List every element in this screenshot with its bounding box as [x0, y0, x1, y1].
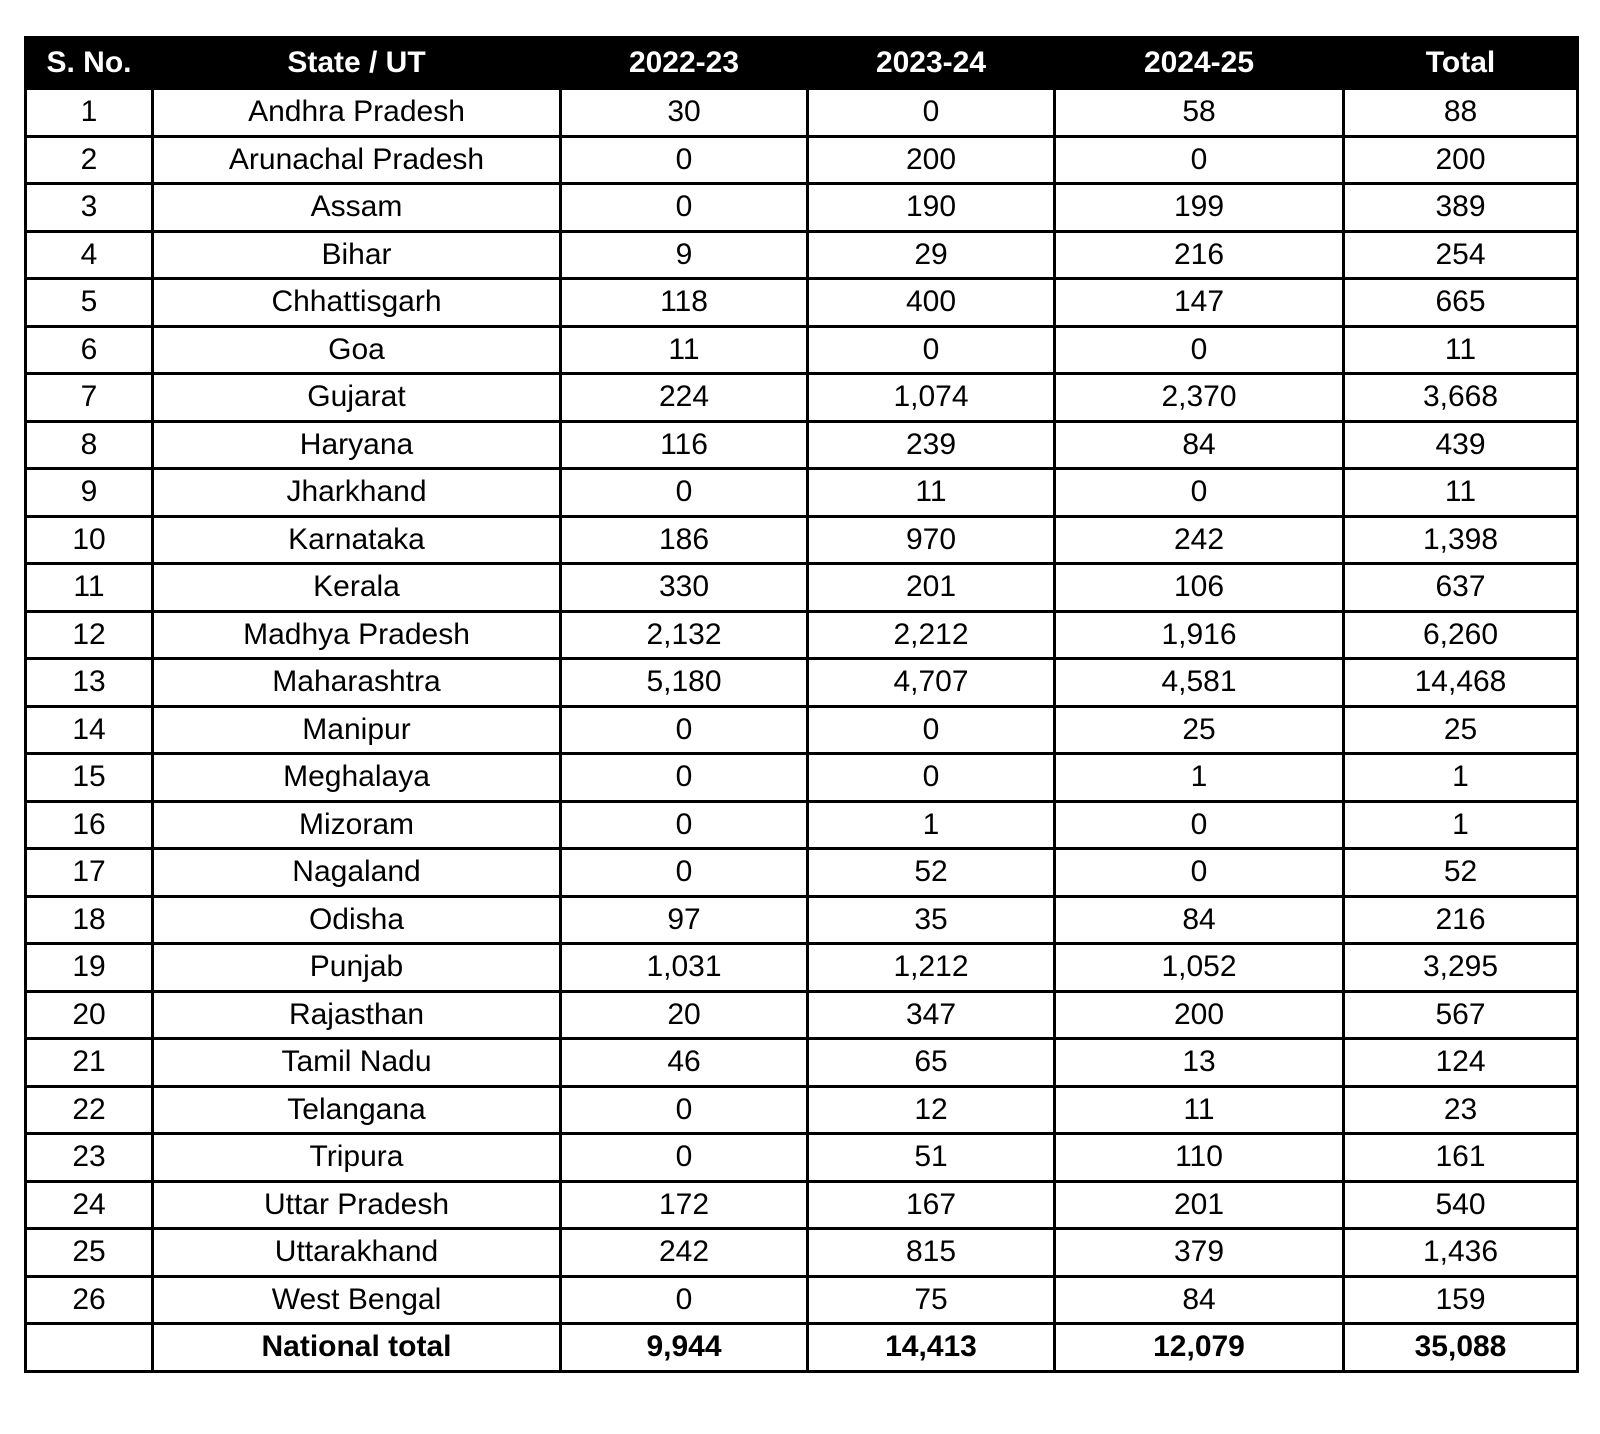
row-2022-23: 0 — [561, 849, 808, 897]
row-2023-24: 1,212 — [808, 944, 1055, 992]
table-row — [26, 801, 1578, 849]
header-total: Total — [1344, 38, 1578, 89]
row-2023-24: 11 — [808, 469, 1055, 517]
row-total: 540 — [1344, 1181, 1578, 1229]
table-row — [26, 944, 1578, 992]
table-row — [26, 516, 1578, 564]
row-total: 3,668 — [1344, 374, 1578, 422]
row-2023-24: 200 — [808, 136, 1055, 184]
row-2022-23: 118 — [561, 279, 808, 327]
row-serial: 15 — [26, 754, 153, 802]
header-row — [26, 38, 1578, 89]
row-2023-24: 400 — [808, 279, 1055, 327]
row-serial: 7 — [26, 374, 153, 422]
row-serial: 16 — [26, 801, 153, 849]
row-2023-24: 815 — [808, 1229, 1055, 1277]
row-total: 11 — [1344, 326, 1578, 374]
header-2023-24: 2023-24 — [808, 38, 1055, 89]
header-2024-25: 2024-25 — [1055, 38, 1344, 89]
row-2023-24: 12 — [808, 1086, 1055, 1134]
table-row — [26, 89, 1578, 137]
row-total: 389 — [1344, 184, 1578, 232]
row-2023-24: 0 — [808, 754, 1055, 802]
row-2022-23: 0 — [561, 136, 808, 184]
row-2024-25: 25 — [1055, 706, 1344, 754]
table-row — [26, 421, 1578, 469]
row-state: Tripura — [153, 1134, 561, 1182]
row-total: 25 — [1344, 706, 1578, 754]
row-2023-24: 201 — [808, 564, 1055, 612]
row-2023-24: 65 — [808, 1039, 1055, 1087]
table-row — [26, 1039, 1578, 1087]
row-total: 23 — [1344, 1086, 1578, 1134]
row-total: 14,468 — [1344, 659, 1578, 707]
row-state: Jharkhand — [153, 469, 561, 517]
row-serial — [26, 1324, 153, 1372]
row-2022-23: 0 — [561, 706, 808, 754]
row-state: Arunachal Pradesh — [153, 136, 561, 184]
row-2024-25: 379 — [1055, 1229, 1344, 1277]
table-row — [26, 659, 1578, 707]
row-2024-25: 201 — [1055, 1181, 1344, 1229]
row-state: Maharashtra — [153, 659, 561, 707]
row-2023-24: 0 — [808, 89, 1055, 137]
table-row — [26, 1229, 1578, 1277]
row-serial: 6 — [26, 326, 153, 374]
table-row — [26, 754, 1578, 802]
table-row — [26, 564, 1578, 612]
row-serial: 4 — [26, 231, 153, 279]
row-2024-25: 106 — [1055, 564, 1344, 612]
row-2023-24: 190 — [808, 184, 1055, 232]
row-serial: 17 — [26, 849, 153, 897]
row-2024-25: 200 — [1055, 991, 1344, 1039]
row-state: Telangana — [153, 1086, 561, 1134]
row-state: Madhya Pradesh — [153, 611, 561, 659]
row-2022-23: 1,031 — [561, 944, 808, 992]
table-header — [26, 38, 1578, 89]
row-state: Bihar — [153, 231, 561, 279]
row-state: Tamil Nadu — [153, 1039, 561, 1087]
row-2022-23: 0 — [561, 469, 808, 517]
row-serial: 3 — [26, 184, 153, 232]
row-2023-24: 0 — [808, 326, 1055, 374]
row-2022-23: 242 — [561, 1229, 808, 1277]
row-serial: 18 — [26, 896, 153, 944]
table-row — [26, 279, 1578, 327]
row-serial: 26 — [26, 1276, 153, 1324]
row-2022-23: 0 — [561, 1086, 808, 1134]
row-serial: 23 — [26, 1134, 153, 1182]
row-2023-24: 1 — [808, 801, 1055, 849]
row-state: Uttar Pradesh — [153, 1181, 561, 1229]
row-2022-23: 11 — [561, 326, 808, 374]
row-2023-24: 347 — [808, 991, 1055, 1039]
table-row — [26, 374, 1578, 422]
row-2023-24: 4,707 — [808, 659, 1055, 707]
row-2023-24: 970 — [808, 516, 1055, 564]
row-serial: 21 — [26, 1039, 153, 1087]
row-state: Gujarat — [153, 374, 561, 422]
row-2022-23: 9 — [561, 231, 808, 279]
state-ut-yearly-table — [24, 36, 1579, 1373]
row-2024-25: 199 — [1055, 184, 1344, 232]
row-2023-24: 52 — [808, 849, 1055, 897]
row-state: Chhattisgarh — [153, 279, 561, 327]
row-total: 11 — [1344, 469, 1578, 517]
row-state: Manipur — [153, 706, 561, 754]
row-total: 1,398 — [1344, 516, 1578, 564]
row-state: Rajasthan — [153, 991, 561, 1039]
header-sno: S. No. — [26, 38, 153, 89]
row-2022-23: 0 — [561, 801, 808, 849]
row-2023-24: 14,413 — [808, 1324, 1055, 1372]
row-serial: 24 — [26, 1181, 153, 1229]
row-2022-23: 0 — [561, 184, 808, 232]
row-2024-25: 84 — [1055, 896, 1344, 944]
header-state: State / UT — [153, 38, 561, 89]
row-total: 254 — [1344, 231, 1578, 279]
row-2022-23: 30 — [561, 89, 808, 137]
row-serial: 12 — [26, 611, 153, 659]
table-row — [26, 1181, 1578, 1229]
row-2024-25: 0 — [1055, 469, 1344, 517]
table-row — [26, 1086, 1578, 1134]
row-2023-24: 29 — [808, 231, 1055, 279]
table-row — [26, 231, 1578, 279]
row-2023-24: 75 — [808, 1276, 1055, 1324]
row-2024-25: 0 — [1055, 849, 1344, 897]
row-2024-25: 84 — [1055, 1276, 1344, 1324]
row-total: 439 — [1344, 421, 1578, 469]
row-2024-25: 12,079 — [1055, 1324, 1344, 1372]
row-total: 200 — [1344, 136, 1578, 184]
row-2023-24: 2,212 — [808, 611, 1055, 659]
row-2024-25: 242 — [1055, 516, 1344, 564]
row-2024-25: 2,370 — [1055, 374, 1344, 422]
row-total: 567 — [1344, 991, 1578, 1039]
row-serial: 8 — [26, 421, 153, 469]
row-serial: 22 — [26, 1086, 153, 1134]
row-2022-23: 0 — [561, 754, 808, 802]
row-state: Andhra Pradesh — [153, 89, 561, 137]
row-2023-24: 1,074 — [808, 374, 1055, 422]
row-2024-25: 110 — [1055, 1134, 1344, 1182]
row-serial: 25 — [26, 1229, 153, 1277]
row-2022-23: 0 — [561, 1276, 808, 1324]
row-total: 159 — [1344, 1276, 1578, 1324]
row-total: 88 — [1344, 89, 1578, 137]
table-body — [26, 89, 1578, 1372]
row-state: Meghalaya — [153, 754, 561, 802]
header-2022-23: 2022-23 — [561, 38, 808, 89]
row-2023-24: 167 — [808, 1181, 1055, 1229]
row-state: Uttarakhand — [153, 1229, 561, 1277]
table-row — [26, 136, 1578, 184]
row-serial: 1 — [26, 89, 153, 137]
row-2023-24: 35 — [808, 896, 1055, 944]
row-2024-25: 0 — [1055, 326, 1344, 374]
table-row — [26, 1134, 1578, 1182]
table-row — [26, 611, 1578, 659]
row-serial: 19 — [26, 944, 153, 992]
row-2024-25: 84 — [1055, 421, 1344, 469]
row-total: 1,436 — [1344, 1229, 1578, 1277]
row-2022-23: 97 — [561, 896, 808, 944]
row-total: 1 — [1344, 754, 1578, 802]
row-2024-25: 216 — [1055, 231, 1344, 279]
row-serial: 13 — [26, 659, 153, 707]
row-state: Mizoram — [153, 801, 561, 849]
table-row — [26, 991, 1578, 1039]
row-2023-24: 239 — [808, 421, 1055, 469]
row-serial: 20 — [26, 991, 153, 1039]
row-serial: 9 — [26, 469, 153, 517]
row-2022-23: 330 — [561, 564, 808, 612]
row-2022-23: 46 — [561, 1039, 808, 1087]
row-state: Karnataka — [153, 516, 561, 564]
row-2024-25: 58 — [1055, 89, 1344, 137]
table-row — [26, 326, 1578, 374]
row-2022-23: 5,180 — [561, 659, 808, 707]
row-state: Kerala — [153, 564, 561, 612]
row-total: 216 — [1344, 896, 1578, 944]
row-2022-23: 224 — [561, 374, 808, 422]
row-2022-23: 9,944 — [561, 1324, 808, 1372]
row-2024-25: 0 — [1055, 136, 1344, 184]
row-2022-23: 172 — [561, 1181, 808, 1229]
row-serial: 14 — [26, 706, 153, 754]
table-row — [26, 706, 1578, 754]
row-2024-25: 1,916 — [1055, 611, 1344, 659]
row-state: Punjab — [153, 944, 561, 992]
row-total: 665 — [1344, 279, 1578, 327]
row-total: 637 — [1344, 564, 1578, 612]
row-serial: 5 — [26, 279, 153, 327]
table-row — [26, 469, 1578, 517]
row-total: 1 — [1344, 801, 1578, 849]
table-row — [26, 896, 1578, 944]
row-serial: 10 — [26, 516, 153, 564]
row-2022-23: 2,132 — [561, 611, 808, 659]
row-2022-23: 20 — [561, 991, 808, 1039]
row-2024-25: 11 — [1055, 1086, 1344, 1134]
row-state: Goa — [153, 326, 561, 374]
row-2023-24: 0 — [808, 706, 1055, 754]
row-2024-25: 147 — [1055, 279, 1344, 327]
national-total-row — [26, 1324, 1578, 1372]
row-state: West Bengal — [153, 1276, 561, 1324]
row-2023-24: 51 — [808, 1134, 1055, 1182]
row-serial: 2 — [26, 136, 153, 184]
row-total: 3,295 — [1344, 944, 1578, 992]
row-state: National total — [153, 1324, 561, 1372]
row-total: 124 — [1344, 1039, 1578, 1087]
row-total: 6,260 — [1344, 611, 1578, 659]
table-row — [26, 1276, 1578, 1324]
row-state: Nagaland — [153, 849, 561, 897]
row-total: 35,088 — [1344, 1324, 1578, 1372]
row-total: 52 — [1344, 849, 1578, 897]
row-2024-25: 1 — [1055, 754, 1344, 802]
row-2024-25: 13 — [1055, 1039, 1344, 1087]
row-state: Assam — [153, 184, 561, 232]
row-2022-23: 0 — [561, 1134, 808, 1182]
row-2024-25: 0 — [1055, 801, 1344, 849]
row-2024-25: 4,581 — [1055, 659, 1344, 707]
row-state: Odisha — [153, 896, 561, 944]
row-serial: 11 — [26, 564, 153, 612]
row-2022-23: 116 — [561, 421, 808, 469]
row-total: 161 — [1344, 1134, 1578, 1182]
row-state: Haryana — [153, 421, 561, 469]
table-row — [26, 184, 1578, 232]
table-row — [26, 849, 1578, 897]
row-2022-23: 186 — [561, 516, 808, 564]
row-2024-25: 1,052 — [1055, 944, 1344, 992]
